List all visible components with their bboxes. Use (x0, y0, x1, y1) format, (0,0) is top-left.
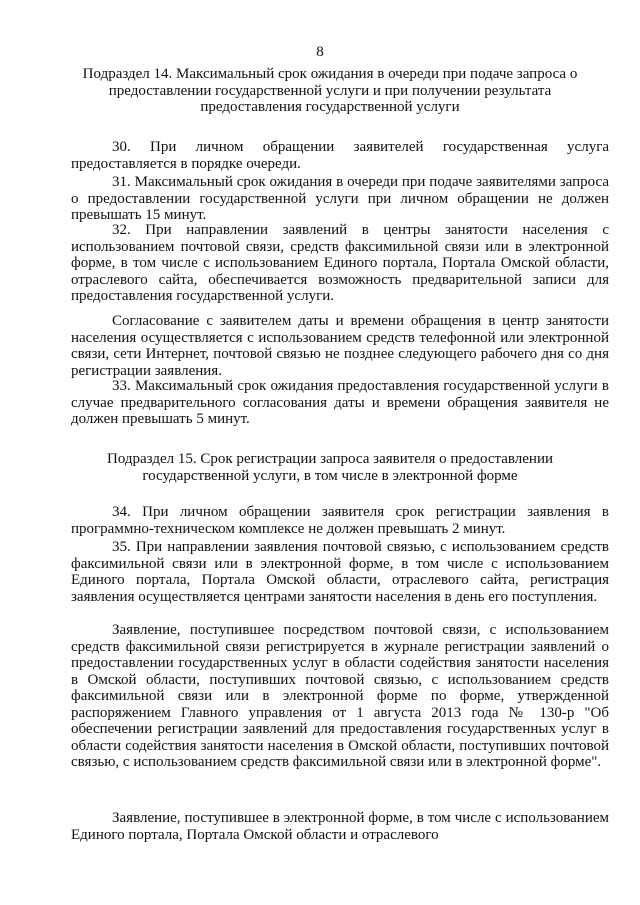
paragraph-registration-journal: Заявление, поступившее посредством почтовой связи, с использованием средств факсимильной связи регистрируется в журнале регистрации заявлений о предоставлении государственных услуг в области содействия занятости населения в Омской области, поступивших почтовой связью, с использованием средств факсимильной связи или в электронной форме по форме, утвержденной распоряжением Главного управления от 1 августа 2013 года № 130-р "Об обеспечении регистрации заявлений для предоставления государственных услуг в области содействия занятости населения в Омской области, поступивших почтовой связью, с использованием средств факсимильной связи или в электронной форме". (71, 622, 609, 770)
paragraph-30: 30. При личном обращении заявителей государственная услуга предоставляется в порядке очереди. (71, 139, 609, 172)
paragraph-35: 35. При направлении заявления почтовой связью, с использованием средств факсимильной связи или в электронной форме, в том числе с использованием Единого портала, Портала Омской области, отраслевого сайта, регистрация заявления осуществляется центрами занятости населения в день его поступления. (71, 539, 609, 605)
page-number: 8 (316, 44, 324, 60)
paragraph-34: 34. При личном обращении заявителя срок регистрации заявления в программно-техническом комплексе не должен превышать 2 минут. (71, 504, 609, 537)
section-14-heading: Подраздел 14. Максимальный срок ожидания в очереди при подаче запроса о предоставлении государственной услуги и при получении результата предоставления государственной услуги (82, 66, 578, 115)
paragraph-33: 33. Максимальный срок ожидания предоставления государственной услуги в случае предварительного согласования даты и времени обращения заявителя не должен превышать 5 минут. (71, 378, 609, 427)
paragraph-32: 32. При направлении заявлений в центры занятости населения с использованием почтовой связи, средств факсимильной связи или в электронной форме, в том числе с использованием Единого портала, Портала Омской области, отраслевого сайта, обеспечивается возможность предварительной записи для предоставления государственной услуги. (71, 222, 609, 304)
paragraph-31: 31. Максимальный срок ожидания в очереди при подаче заявителями запроса о предоставлении государственной услуги при личном обращении не должен превышать 15 минут. (71, 174, 609, 223)
section-15-heading: Подраздел 15. Срок регистрации запроса заявителя о предоставлении государственной услуги, в том числе в электронной форме (106, 451, 553, 484)
paragraph-scheduling: Согласование с заявителем даты и времени обращения в центр занятости населения осуществляется с использованием средств телефонной или электронной связи, сети Интернет, почтовой связью не позднее следующего рабочего дня со дня регистрации заявления. (71, 313, 609, 379)
paragraph-electronic-form: Заявление, поступившее в электронной форме, в том числе с использованием Единого портала, Портала Омской области и отраслевого (71, 810, 609, 843)
